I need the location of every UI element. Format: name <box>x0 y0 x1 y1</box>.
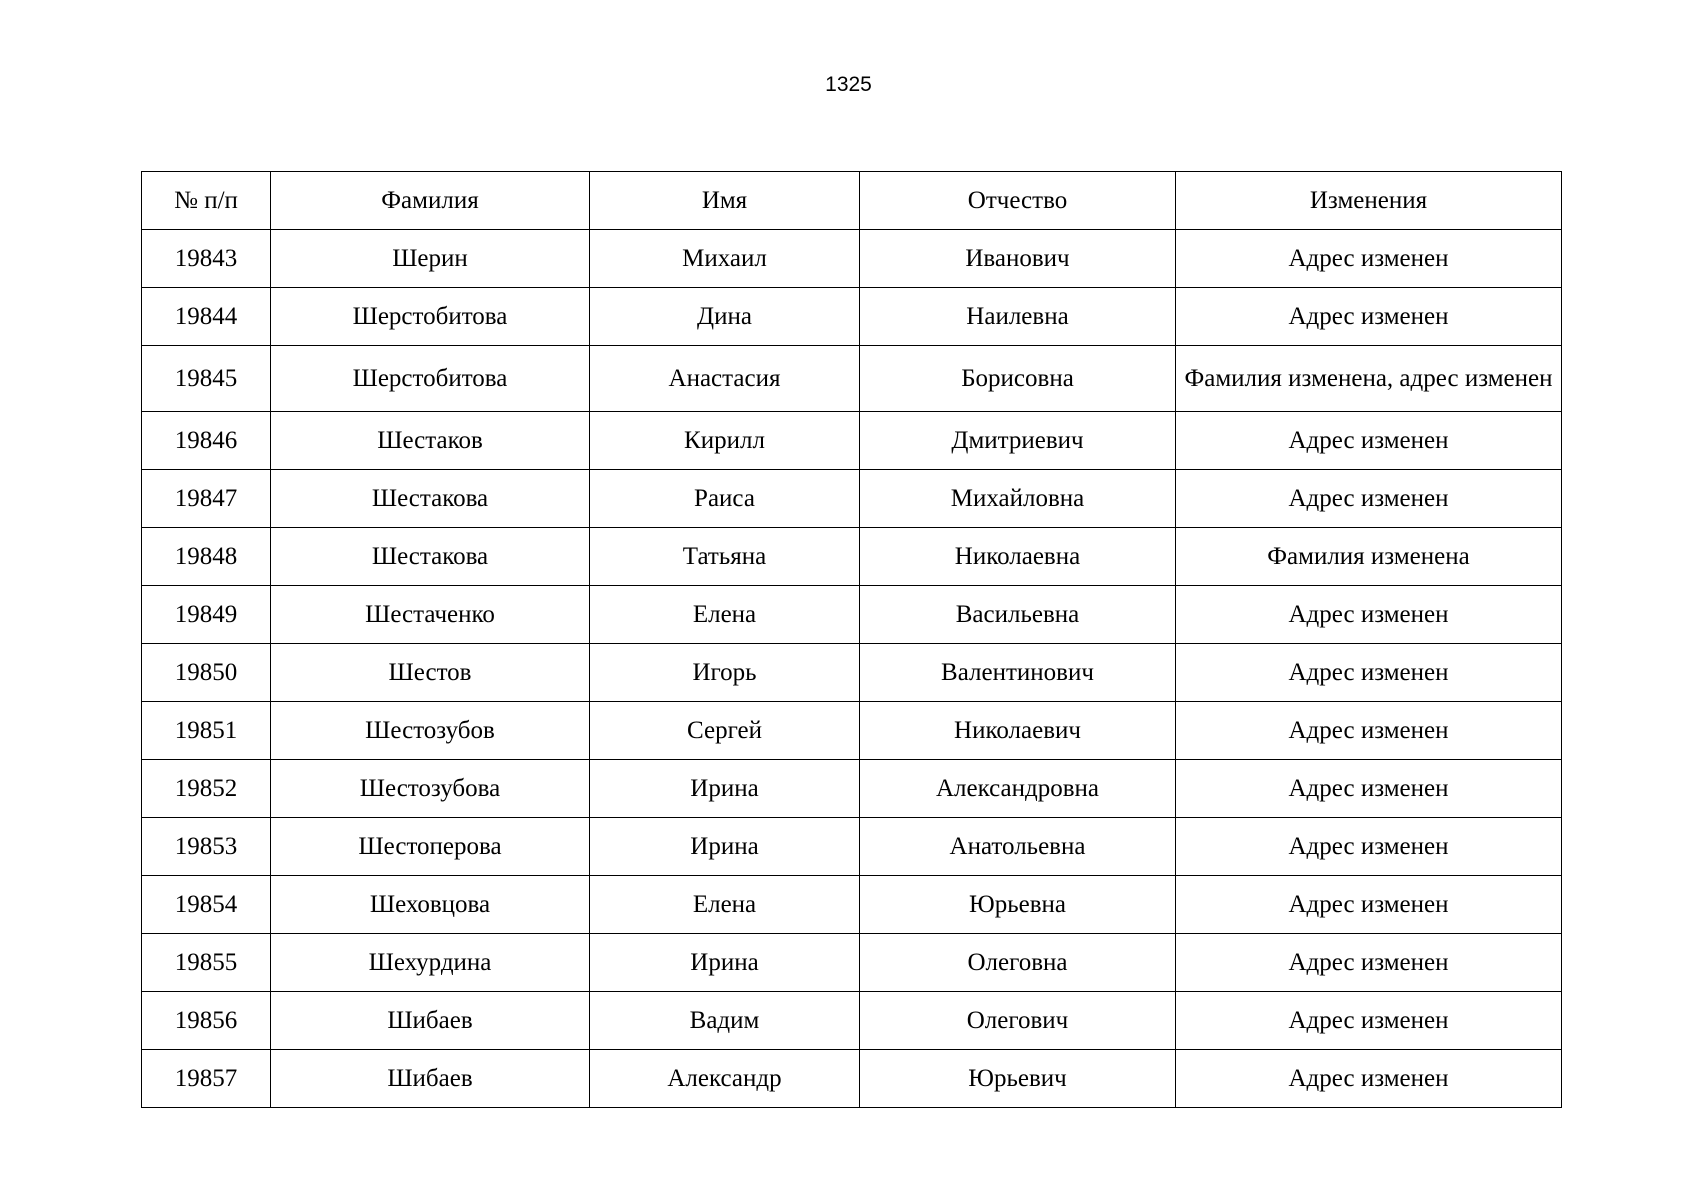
cell-first-name: Елена <box>590 876 860 934</box>
cell-surname: Шерстобитова <box>271 346 590 412</box>
cell-patronymic: Михайловна <box>860 470 1176 528</box>
table-row <box>142 412 1562 470</box>
cell-changes: Адрес изменен <box>1176 702 1562 760</box>
cell-patronymic: Николаевич <box>860 702 1176 760</box>
cell-number: 19847 <box>142 470 271 528</box>
cell-patronymic: Юрьевна <box>860 876 1176 934</box>
cell-patronymic: Борисовна <box>860 346 1176 412</box>
cell-patronymic: Васильевна <box>860 586 1176 644</box>
table-row <box>142 818 1562 876</box>
cell-number: 19843 <box>142 230 271 288</box>
cell-changes: Адрес изменен <box>1176 934 1562 992</box>
table-row <box>142 702 1562 760</box>
page-number: 1325 <box>825 73 872 96</box>
cell-number: 19852 <box>142 760 271 818</box>
cell-number: 19854 <box>142 876 271 934</box>
table-row <box>142 346 1562 412</box>
cell-changes: Адрес изменен <box>1176 818 1562 876</box>
table-row <box>142 934 1562 992</box>
header-first-name: Имя <box>590 172 860 230</box>
cell-number: 19856 <box>142 992 271 1050</box>
table-row <box>142 586 1562 644</box>
cell-patronymic: Анатольевна <box>860 818 1176 876</box>
cell-first-name: Сергей <box>590 702 860 760</box>
cell-first-name: Кирилл <box>590 412 860 470</box>
table-row <box>142 1050 1562 1108</box>
header-changes: Изменения <box>1176 172 1562 230</box>
records-table <box>141 171 1562 1108</box>
cell-first-name: Ирина <box>590 934 860 992</box>
cell-changes: Адрес изменен <box>1176 876 1562 934</box>
cell-changes: Адрес изменен <box>1176 230 1562 288</box>
cell-surname: Шехурдина <box>271 934 590 992</box>
cell-number: 19849 <box>142 586 271 644</box>
cell-changes: Фамилия изменена <box>1176 528 1562 586</box>
table-row <box>142 230 1562 288</box>
cell-changes: Адрес изменен <box>1176 1050 1562 1108</box>
cell-changes: Адрес изменен <box>1176 288 1562 346</box>
cell-first-name: Раиса <box>590 470 860 528</box>
cell-surname: Шестаченко <box>271 586 590 644</box>
cell-changes: Адрес изменен <box>1176 992 1562 1050</box>
table-row <box>142 992 1562 1050</box>
cell-surname: Шеховцова <box>271 876 590 934</box>
cell-number: 19851 <box>142 702 271 760</box>
cell-patronymic: Александровна <box>860 760 1176 818</box>
cell-number: 19855 <box>142 934 271 992</box>
cell-surname: Шестаков <box>271 412 590 470</box>
table-row <box>142 760 1562 818</box>
cell-first-name: Елена <box>590 586 860 644</box>
cell-surname: Шибаев <box>271 1050 590 1108</box>
cell-first-name: Игорь <box>590 644 860 702</box>
header-patronymic: Отчество <box>860 172 1176 230</box>
header-number: № п/п <box>142 172 271 230</box>
cell-first-name: Ирина <box>590 760 860 818</box>
cell-surname: Шестакова <box>271 528 590 586</box>
cell-number: 19848 <box>142 528 271 586</box>
cell-surname: Шестозубов <box>271 702 590 760</box>
cell-patronymic: Олегович <box>860 992 1176 1050</box>
cell-number: 19857 <box>142 1050 271 1108</box>
cell-patronymic: Николаевна <box>860 528 1176 586</box>
cell-first-name: Вадим <box>590 992 860 1050</box>
cell-first-name: Анастасия <box>590 346 860 412</box>
cell-surname: Шестоперова <box>271 818 590 876</box>
table-row <box>142 288 1562 346</box>
table-header-row <box>142 172 1562 230</box>
cell-first-name: Ирина <box>590 818 860 876</box>
cell-surname: Шерин <box>271 230 590 288</box>
header-surname: Фамилия <box>271 172 590 230</box>
table-row <box>142 528 1562 586</box>
cell-surname: Шерстобитова <box>271 288 590 346</box>
cell-surname: Шибаев <box>271 992 590 1050</box>
cell-number: 19853 <box>142 818 271 876</box>
cell-number: 19844 <box>142 288 271 346</box>
table-row <box>142 470 1562 528</box>
cell-patronymic: Наилевна <box>860 288 1176 346</box>
cell-surname: Шестозубова <box>271 760 590 818</box>
cell-first-name: Александр <box>590 1050 860 1108</box>
cell-first-name: Михаил <box>590 230 860 288</box>
cell-first-name: Дина <box>590 288 860 346</box>
cell-patronymic: Олеговна <box>860 934 1176 992</box>
cell-patronymic: Валентинович <box>860 644 1176 702</box>
cell-surname: Шестов <box>271 644 590 702</box>
cell-changes: Адрес изменен <box>1176 470 1562 528</box>
cell-changes: Фамилия изменена, адрес изменен <box>1176 346 1562 412</box>
cell-patronymic: Иванович <box>860 230 1176 288</box>
table-row <box>142 644 1562 702</box>
cell-changes: Адрес изменен <box>1176 760 1562 818</box>
cell-changes: Адрес изменен <box>1176 644 1562 702</box>
cell-changes: Адрес изменен <box>1176 586 1562 644</box>
table-row <box>142 876 1562 934</box>
cell-first-name: Татьяна <box>590 528 860 586</box>
cell-number: 19846 <box>142 412 271 470</box>
cell-number: 19845 <box>142 346 271 412</box>
cell-number: 19850 <box>142 644 271 702</box>
cell-patronymic: Дмитриевич <box>860 412 1176 470</box>
cell-surname: Шестакова <box>271 470 590 528</box>
cell-changes: Адрес изменен <box>1176 412 1562 470</box>
cell-patronymic: Юрьевич <box>860 1050 1176 1108</box>
